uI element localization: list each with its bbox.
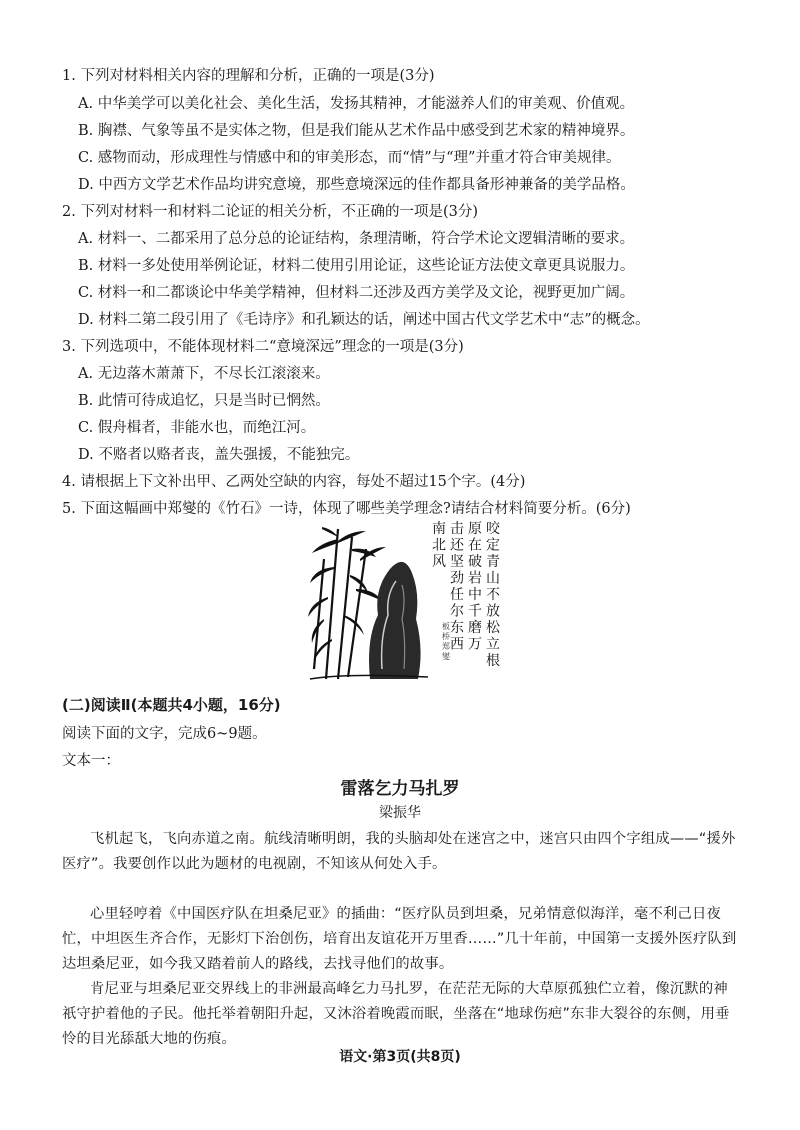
poem-glyph: 山 xyxy=(486,570,500,587)
poem-column-1 xyxy=(486,521,501,669)
question-1-option-b: B. 胸襟、气象等虽不是实体之物，但是我们能从艺术作品中感受到艺术家的精神境界。 xyxy=(78,123,635,139)
article-paragraph-1: 飞机起飞，飞向赤道之南。航线清晰明朗，我的头脑却处在迷宫之中，迷宫只由四个字组成——“援外医疗”。我要创作以此为题材的电视剧，不知该从何处入手。 xyxy=(62,831,736,872)
question-2-option-d: D. 材料二第二段引用了《毛诗序》和孔颖达的话，阐述中国古代文学艺术中“志”的概念。 xyxy=(78,312,650,328)
question-3-option-c: C. 假舟楫者，非能水也，而绝江河。 xyxy=(78,420,316,436)
question-1-stem: 1. 下列对材料相关内容的理解和分析，正确的一项是(3分) xyxy=(62,68,435,84)
text-label: 文本一： xyxy=(62,753,120,769)
poem-glyph: 东 xyxy=(450,620,464,636)
poem-glyph: 不 xyxy=(486,587,500,603)
poem-glyph: 任 xyxy=(450,587,464,603)
bamboo-rock-painting xyxy=(308,519,502,683)
article-paragraph-2: 心里轻哼着《中国医疗队在坦桑尼亚》的插曲：“医疗队员到坦桑，兄弟情意似海洋，毫不利己日夜忙，中坦医生齐合作，无影灯下治创伤，培育出友谊花开万里香……”几十年前，中国第一支援外医疗队到达坦桑尼亚，如今我又踏着前人的路线，去找寻他们的故事。 xyxy=(62,906,737,972)
question-3-option-d: D. 不赂者以赂者丧，盖失强援，不能独完。 xyxy=(78,447,360,463)
poem-glyph: 坚 xyxy=(450,554,464,570)
poem-glyph: 千 xyxy=(468,603,482,620)
poem-column-2 xyxy=(468,521,482,653)
question-3-option-a: A. 无边落木萧萧下，不尽长江滚滚来。 xyxy=(78,366,330,382)
poem-glyph: 原 xyxy=(468,521,482,537)
poem-glyph: 在 xyxy=(468,537,482,554)
article-author: 梁振华 xyxy=(379,805,421,821)
poem-glyph: 风 xyxy=(432,554,446,570)
poem-glyph: 根 xyxy=(486,653,500,669)
poem-glyph: 放 xyxy=(486,603,500,620)
question-2-option-a: A. 材料一、二都采用了总分总的论证结构，条理清晰，符合学术论文逻辑清晰的要求。 xyxy=(78,231,635,247)
poem-glyph: 青 xyxy=(486,554,500,570)
section-instruction: 阅读下面的文字，完成6~9题。 xyxy=(62,726,267,742)
question-5-stem: 5. 下面这幅画中郑燮的《竹石》一诗，体现了哪些美学理念?请结合材料简要分析。(6分) xyxy=(62,501,631,517)
poem-glyph: 磨 xyxy=(468,620,482,636)
poem-glyph: 北 xyxy=(432,537,446,554)
poem-glyph: 破 xyxy=(468,554,482,570)
question-2-option-c: C. 材料一和二都谈论中华美学精神，但材料二还涉及西方美学及文论，视野更加广阔。 xyxy=(78,285,635,301)
article-paragraph-3: 肯尼亚与坦桑尼亚交界线上的非洲最高峰乞力马扎罗，在茫茫无际的大草原孤独伫立着，像沉默的神祇守护着他的子民。他托举着朝阳升起，又沐浴着晚霞而眠，坐落在“地球伤疤”东非大裂谷的东侧，用垂怜的目光舔舐大地的伤痕。 xyxy=(62,981,730,1047)
poem-glyph: 岩 xyxy=(468,570,482,587)
poem-glyph: 松 xyxy=(486,620,500,636)
poem-glyph: 咬 xyxy=(486,521,500,537)
poem-glyph: 劲 xyxy=(450,570,464,587)
poem-glyph: 还 xyxy=(450,537,464,554)
page-footer: 语文·第3页(共8页) xyxy=(339,1049,461,1065)
question-4-stem: 4. 请根据上下文补出甲、乙两处空缺的内容，每处不超过15个字。(4分) xyxy=(62,474,526,490)
question-1-option-c: C. 感物而动，形成理性与情感中和的审美形态，而“情”与“理”并重才符合审美规律。 xyxy=(78,150,621,166)
seal-glyph: 燮 xyxy=(442,652,450,661)
poem-glyph: 立 xyxy=(486,636,500,653)
section-heading: (二)阅读Ⅱ(本题共4小题，16分) xyxy=(62,696,281,714)
poem-glyph: 击 xyxy=(450,521,464,537)
seal-glyph: 板 xyxy=(442,622,450,631)
poem-glyph: 尔 xyxy=(450,603,464,620)
question-1-option-a: A. 中华美学可以美化社会、美化生活，发扬其精神，才能滋养人们的审美观、价值观。 xyxy=(78,96,635,112)
question-3-option-b: B. 此情可待成追忆，只是当时已惘然。 xyxy=(78,393,330,409)
poem-glyph: 西 xyxy=(450,636,464,653)
question-2-stem: 2. 下列对材料一和材料二论证的相关分析，不正确的一项是(3分) xyxy=(62,204,478,220)
question-3-stem: 3. 下列选项中，不能体现材料二“意境深远”理念的一项是(3分) xyxy=(62,339,464,355)
poem-glyph: 南 xyxy=(432,521,446,537)
seal-glyph: 郑 xyxy=(442,642,450,651)
poem-glyph: 中 xyxy=(468,587,482,603)
poem-glyph: 万 xyxy=(468,636,482,653)
question-1-option-d: D. 中西方文学艺术作品均讲究意境，那些意境深远的佳作都具备形神兼备的美学品格。 xyxy=(78,177,635,193)
article-title: 雷落乞力马扎罗 xyxy=(340,779,460,799)
poem-column-3 xyxy=(450,520,465,653)
poem-glyph: 定 xyxy=(486,537,500,554)
seal-glyph: 桥 xyxy=(442,632,450,641)
question-2-option-b: B. 材料一多处使用举例论证，材料二使用引用论证，这些论证方法使文章更具说服力。 xyxy=(78,258,635,274)
poem-column-4 xyxy=(432,520,446,570)
